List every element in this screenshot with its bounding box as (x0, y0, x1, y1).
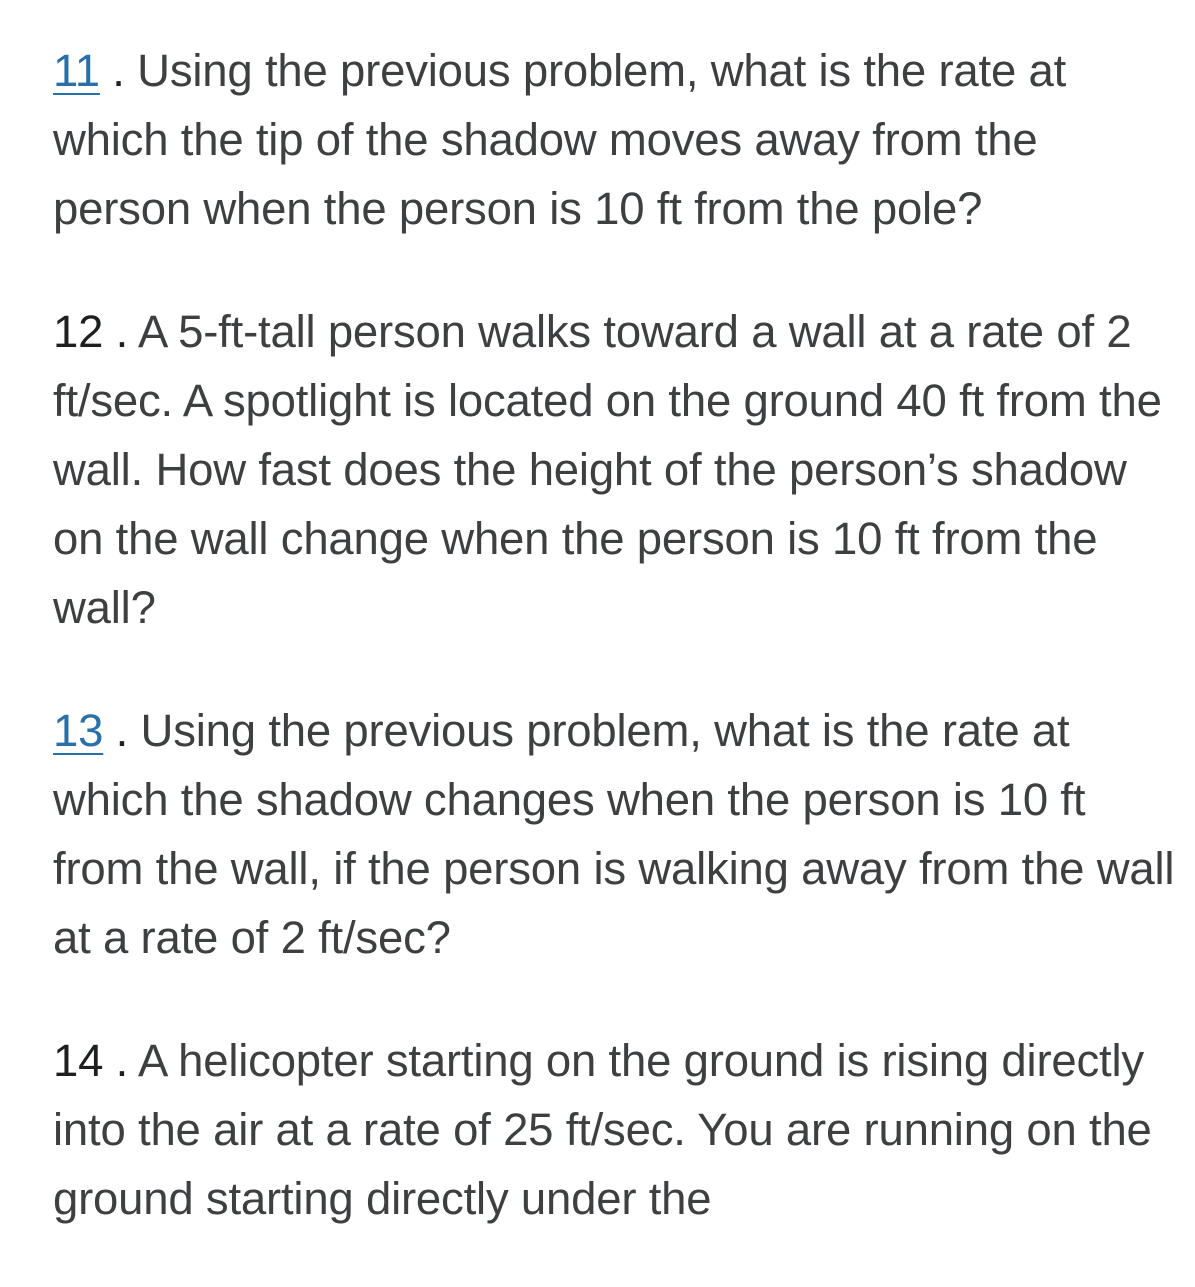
problem-13-link[interactable]: 13 (53, 705, 104, 756)
problem-11-link[interactable]: 11 (53, 45, 100, 96)
problem-12-number: 12 (53, 306, 104, 357)
problem-12 (53, 297, 1183, 642)
problem-separator: . (103, 1035, 139, 1086)
problem-separator: . (103, 705, 141, 756)
problem-11-text: Using the previous problem, what is the rate at which the tip of the shadow moves away from the person when the person is 10 ft from the pole? (53, 45, 1067, 234)
problem-separator: . (103, 306, 139, 357)
problem-11 (53, 36, 1183, 243)
problem-separator: . (99, 45, 138, 96)
problem-13-text: Using the previous problem, what is the rate at which the shadow changes when the person is 10 ft from the wall, if the person is walking away from the wall at a rate of 2 ft/sec? (53, 705, 1175, 963)
problem-14-text: A helicopter starting on the ground is rising directly into the air at a rate of 25 ft/sec. You are running on the ground starting directly under the (53, 1035, 1152, 1224)
problem-14-number: 14 (53, 1035, 104, 1086)
problem-list (53, 36, 1183, 1287)
problem-14 (53, 1026, 1183, 1233)
problem-13 (53, 696, 1183, 972)
problem-12-text: A 5-ft-tall person walks toward a wall at a rate of 2 ft/sec. A spotlight is located on the ground 40 ft from the wall. How fast does the height of the person’s shadow on the wall change when the person is 10 ft from the wall? (53, 306, 1162, 633)
